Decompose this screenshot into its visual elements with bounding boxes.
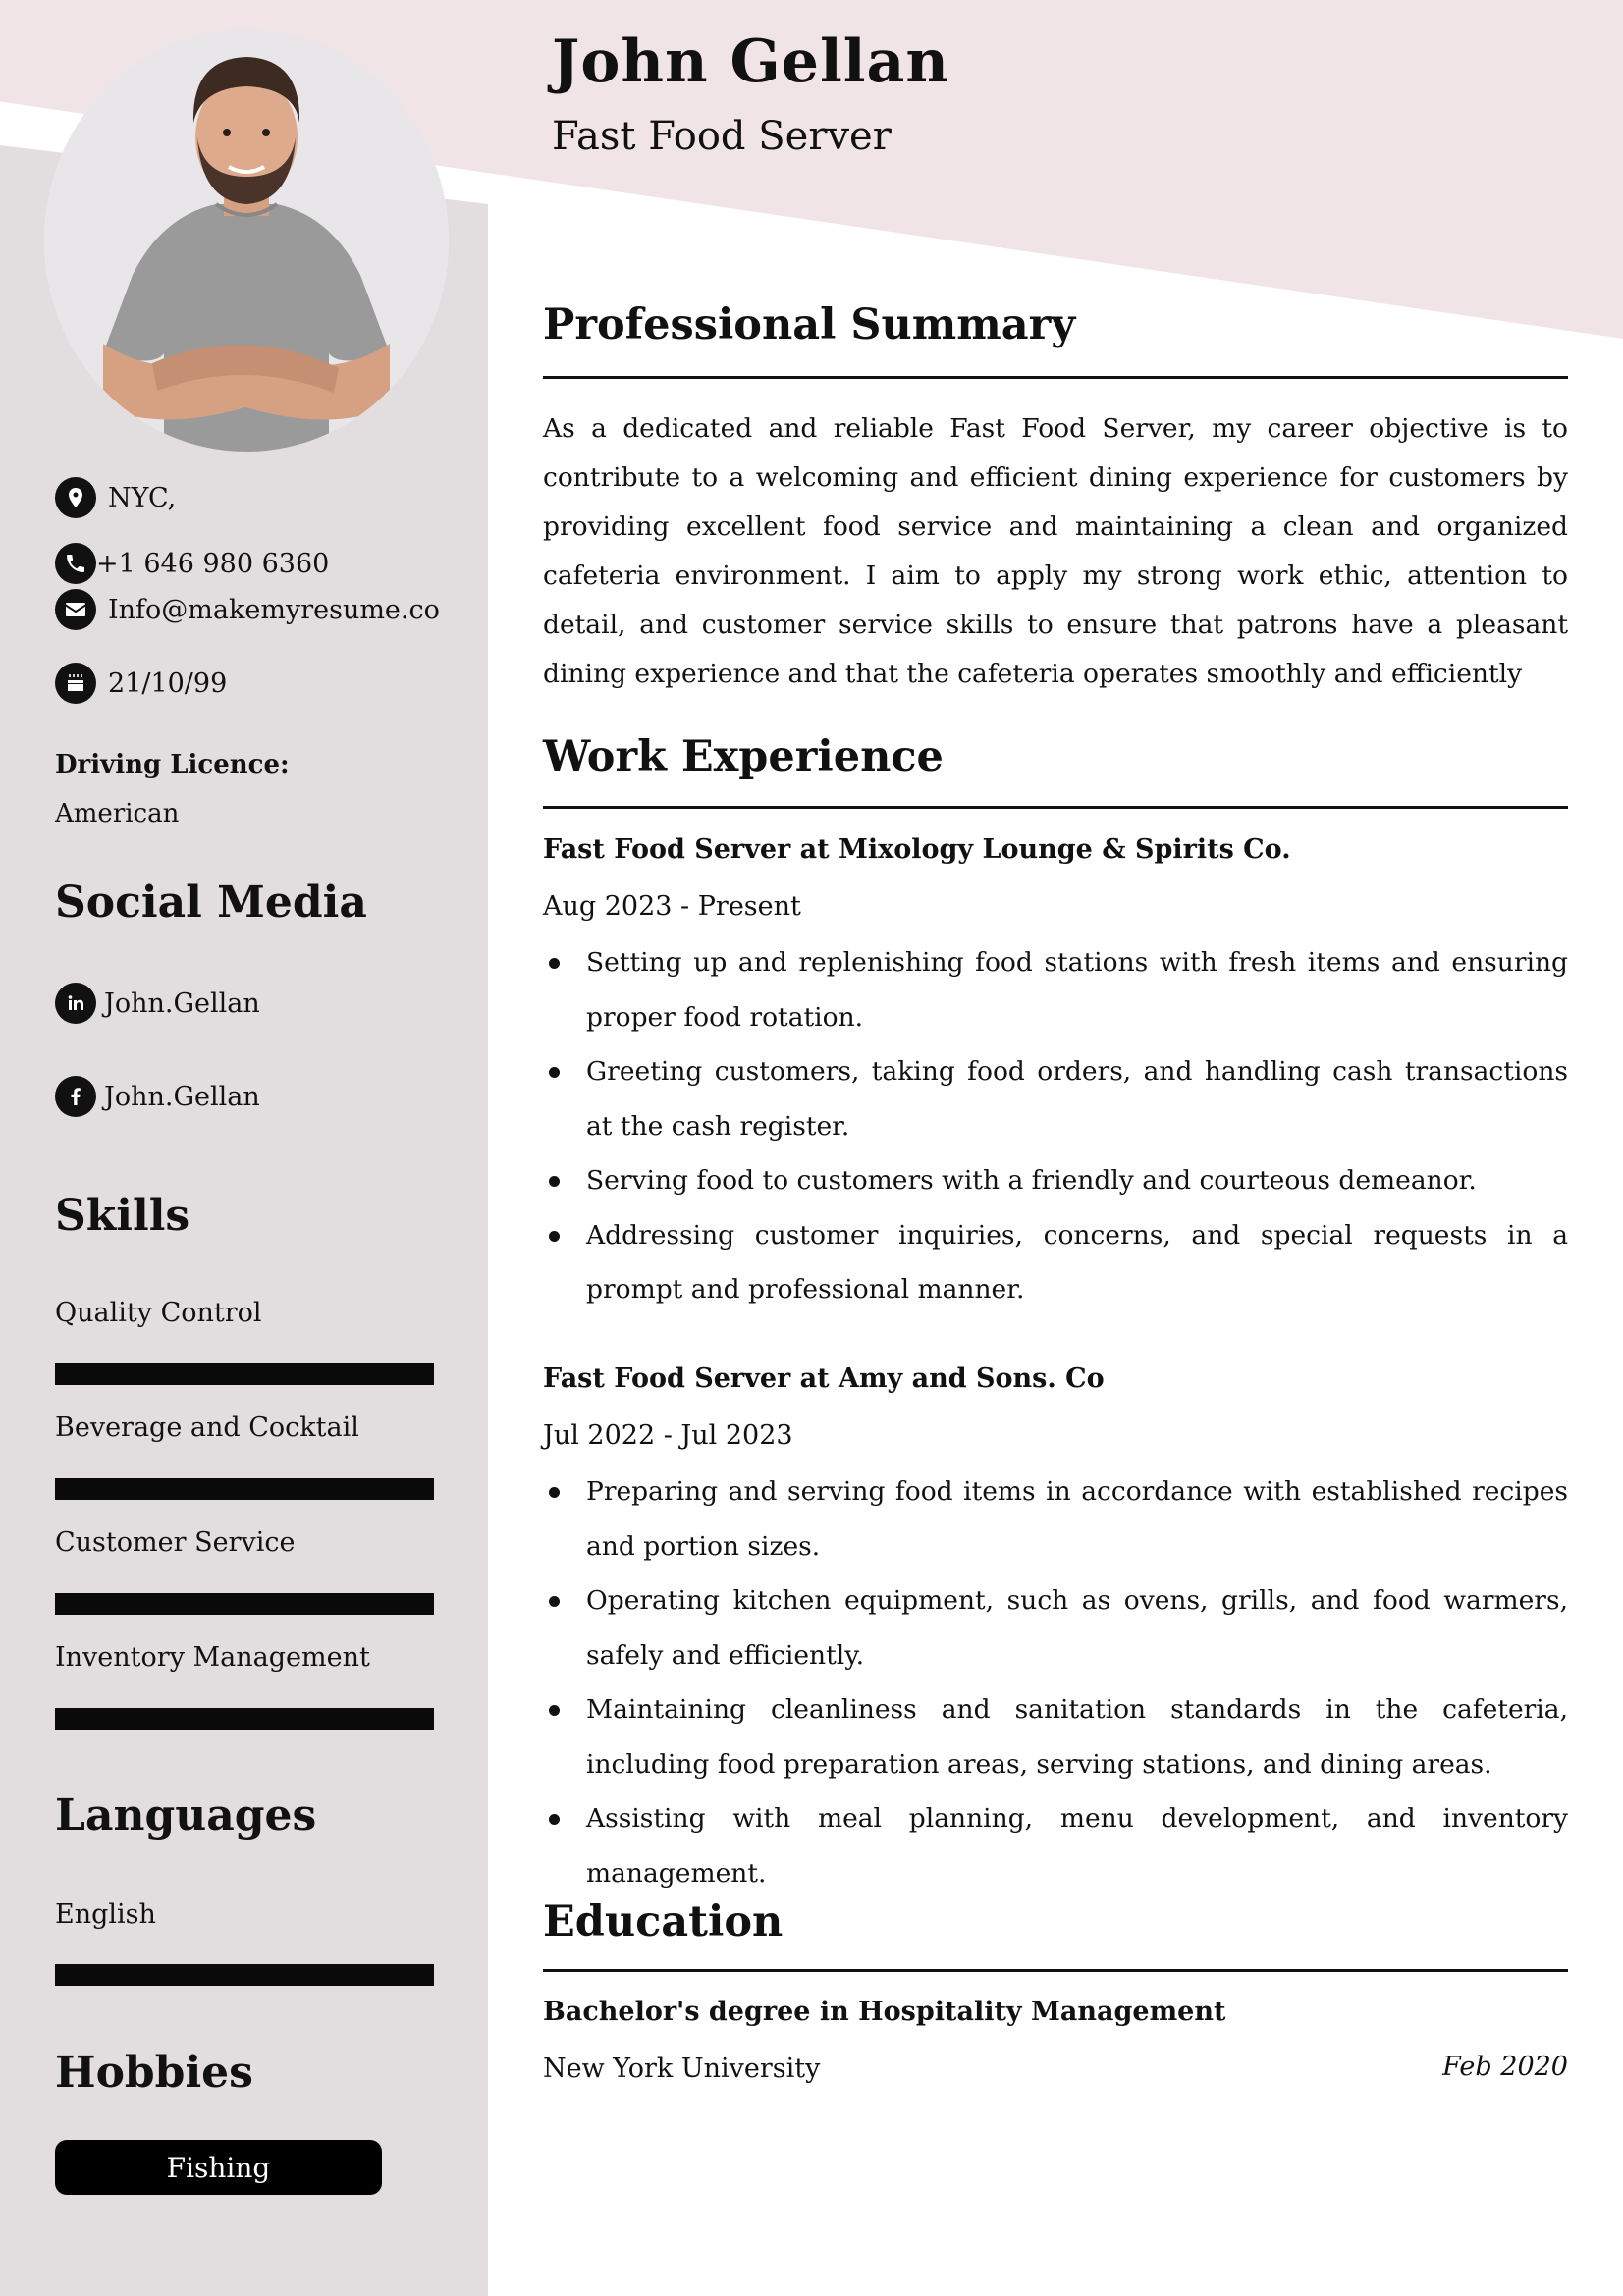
profile-photo: [44, 29, 449, 452]
hobbies-heading: Hobbies: [55, 2048, 253, 2098]
job-2-title: Fast Food Server at Amy and Sons. Co: [543, 1363, 1105, 1394]
job-1-title: Fast Food Server at Mixology Lounge & Spirits Co.: [543, 834, 1291, 865]
list-item: Preparing and serving food items in accordance with established recipes and portion sizes.: [543, 1465, 1568, 1574]
education-date: Feb 2020: [1442, 2052, 1568, 2082]
skill-name: Quality Control: [55, 1298, 262, 1328]
social-facebook[interactable]: [55, 1076, 260, 1117]
location-pin-icon: [55, 477, 96, 518]
contact-dob: [55, 663, 227, 704]
linkedin-handle[interactable]: John.Gellan: [104, 988, 260, 1019]
candidate-name: John Gellan: [552, 27, 950, 96]
skill-name: Beverage and Cocktail: [55, 1413, 359, 1443]
skill-bar: [55, 1478, 434, 1500]
profile-photo-illustration: [44, 29, 449, 452]
list-item: Operating kitchen equipment, such as ovens, grills, and food warmers, safely and efficiently.: [543, 1574, 1568, 1682]
job-1-dates: Aug 2023 - Present: [543, 891, 801, 922]
list-item: Setting up and replenishing food stations with fresh items and ensuring proper food rotation.: [543, 935, 1568, 1044]
list-item: Serving food to customers with a friendly and courteous demeanor.: [543, 1153, 1568, 1208]
languages-heading: Languages: [55, 1790, 317, 1841]
birthday-cake-icon: [55, 663, 96, 704]
envelope-icon: [55, 589, 96, 630]
facebook-handle[interactable]: John.Gellan: [104, 1081, 260, 1112]
summary-divider: [543, 376, 1568, 379]
experience-divider: [543, 806, 1568, 809]
email-text[interactable]: Info@makemyresume.co: [108, 594, 440, 625]
facebook-icon: [55, 1076, 96, 1117]
job-2-dates: Jul 2022 - Jul 2023: [543, 1420, 793, 1451]
summary-text: As a dedicated and reliable Fast Food Server, my career objective is to contribute to a welcoming and efficient dining experience for customers by providing excellent food service and maintaining a clean and organized cafeteria environment. I aim to apply my strong work ethic, attention to detail, and customer service skills to ensure that patrons have a pleasant dining experience and that the cafeteria operates smoothly and efficiently: [543, 413, 1568, 689]
list-item: Assisting with meal planning, menu development, and inventory management.: [543, 1791, 1568, 1900]
social-media-heading: Social Media: [55, 878, 367, 928]
hobby-tag: Fishing: [55, 2140, 382, 2195]
job-2-bullets: [543, 1465, 1568, 1900]
driving-licence-value: American: [55, 799, 180, 828]
skill-bar: [55, 1363, 434, 1385]
driving-licence-label: Driving Licence:: [55, 750, 290, 779]
list-item: Maintaining cleanliness and sanitation standards in the cafeteria, including food preparation areas, serving stations, and dining areas.: [543, 1682, 1568, 1791]
education-divider: [543, 1969, 1568, 1972]
phone-text[interactable]: +1 646 980 6360: [96, 548, 330, 579]
job-title: Fast Food Server: [552, 114, 892, 159]
education-school: New York University: [543, 2054, 821, 2084]
education-heading: Education: [543, 1897, 784, 1947]
dob-text: 21/10/99: [108, 667, 228, 699]
contact-email: [55, 589, 440, 630]
skills-heading: Skills: [55, 1191, 190, 1241]
location-text: NYC,: [108, 482, 177, 513]
summary-heading: Professional Summary: [543, 300, 1076, 349]
skill-bar: [55, 1708, 434, 1730]
social-linkedin[interactable]: [55, 983, 260, 1024]
skill-name: Customer Service: [55, 1527, 296, 1558]
language-bar: [55, 1964, 434, 1986]
list-item: Greeting customers, taking food orders, and handling cash transactions at the cash register.: [543, 1044, 1568, 1153]
language-name: English: [55, 1899, 156, 1930]
phone-icon: [55, 543, 96, 584]
education-degree: Bachelor's degree in Hospitality Management: [543, 1997, 1226, 2027]
job-1-bullets: [543, 935, 1568, 1317]
list-item: Addressing customer inquiries, concerns, and special requests in a prompt and professional manner.: [543, 1208, 1568, 1317]
contact-phone: [55, 543, 329, 584]
linkedin-icon: [55, 983, 96, 1024]
experience-heading: Work Experience: [543, 732, 944, 781]
skill-name: Inventory Management: [55, 1642, 370, 1673]
skill-bar: [55, 1593, 434, 1615]
contact-location: [55, 477, 176, 518]
